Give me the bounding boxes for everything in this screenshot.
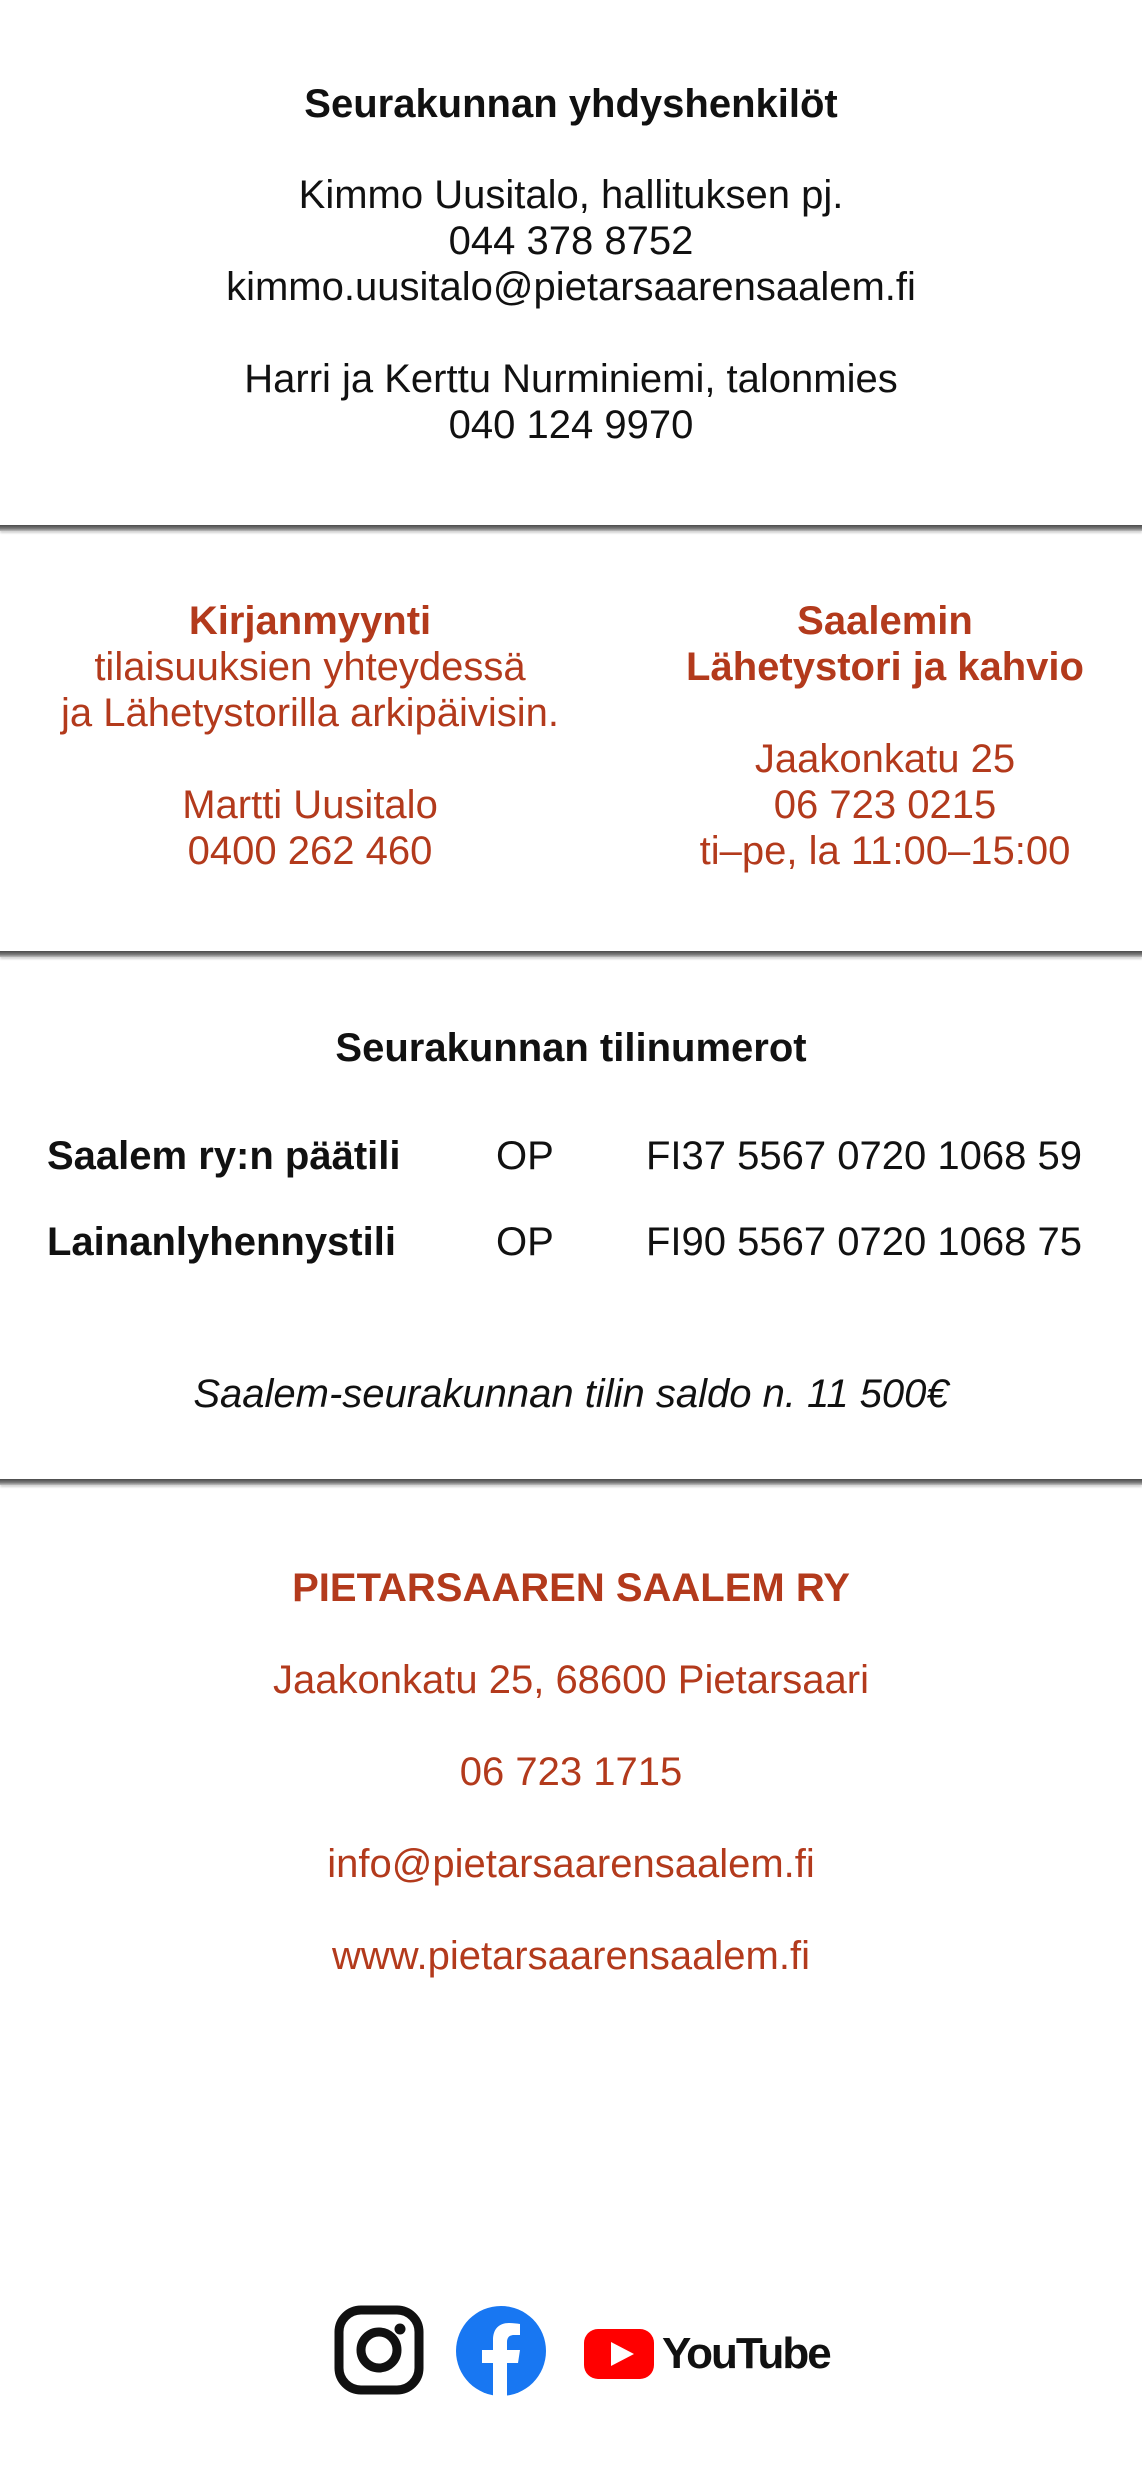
account-bank: OP [496, 1134, 554, 1178]
youtube-label: YouTube [662, 2329, 830, 2378]
chair-phone: 044 378 8752 [448, 219, 694, 263]
youtube-icon[interactable] [584, 2325, 830, 2383]
account-name: Lainanlyhennystili [47, 1220, 396, 1264]
bookshop-column [30, 598, 590, 874]
org-phone: 06 723 1715 [459, 1750, 683, 1794]
account-iban: FI90 5567 0720 1068 75 [646, 1220, 1082, 1264]
account-name: Saalem ry:n päätili [47, 1134, 401, 1178]
janitor-line: Harri ja Kerttu Nurminiemi, talonmies [244, 357, 898, 401]
bookshop-person: Martti Uusitalo [182, 783, 438, 827]
account-saldo: Saalem-seurakunnan tilin saldo n. 11 500€ [193, 1372, 949, 1416]
janitor-phone: 040 124 9970 [448, 403, 694, 447]
chair-line: Kimmo Uusitalo, hallituksen pj. [298, 173, 844, 217]
shop-column [655, 598, 1115, 874]
org-website[interactable]: www.pietarsaarensaalem.fi [332, 1934, 810, 1978]
instagram-icon[interactable] [334, 2305, 424, 2395]
org-address: Jaakonkatu 25, 68600 Pietarsaari [273, 1658, 869, 1702]
contacts-block [0, 172, 1142, 448]
account-bank: OP [496, 1220, 554, 1264]
contacts-title: Seurakunnan yhdyshenkilöt [304, 82, 838, 126]
chair-email[interactable]: kimmo.uusitalo@pietarsaarensaalem.fi [226, 265, 916, 309]
account-row [0, 1134, 1142, 1190]
shop-address: Jaakonkatu 25 [754, 737, 1016, 781]
divider [0, 1479, 1142, 1485]
shop-hours: ti–pe, la 11:00–15:00 [699, 829, 1071, 873]
bookshop-title: Kirjanmyynti [188, 599, 432, 643]
accounts-title: Seurakunnan tilinumerot [335, 1026, 807, 1070]
shop-phone: 06 723 0215 [773, 783, 997, 827]
org-email[interactable]: info@pietarsaarensaalem.fi [327, 1842, 815, 1886]
divider [0, 951, 1142, 957]
bookshop-line2: ja Lähetystorilla arkipäivisin. [60, 691, 559, 735]
bookshop-line1: tilaisuuksien yhteydessä [94, 645, 526, 689]
divider [0, 525, 1142, 531]
shop-title2: Lähetystori ja kahvio [686, 645, 1084, 689]
social-links [0, 2305, 1142, 2401]
shop-title1: Saalemin [797, 599, 973, 643]
account-iban: FI37 5567 0720 1068 59 [646, 1134, 1082, 1178]
facebook-icon[interactable] [455, 2305, 547, 2397]
account-row [0, 1220, 1142, 1276]
bookshop-phone: 0400 262 460 [187, 829, 433, 873]
org-name: PIETARSAAREN SAALEM RY [292, 1566, 850, 1610]
